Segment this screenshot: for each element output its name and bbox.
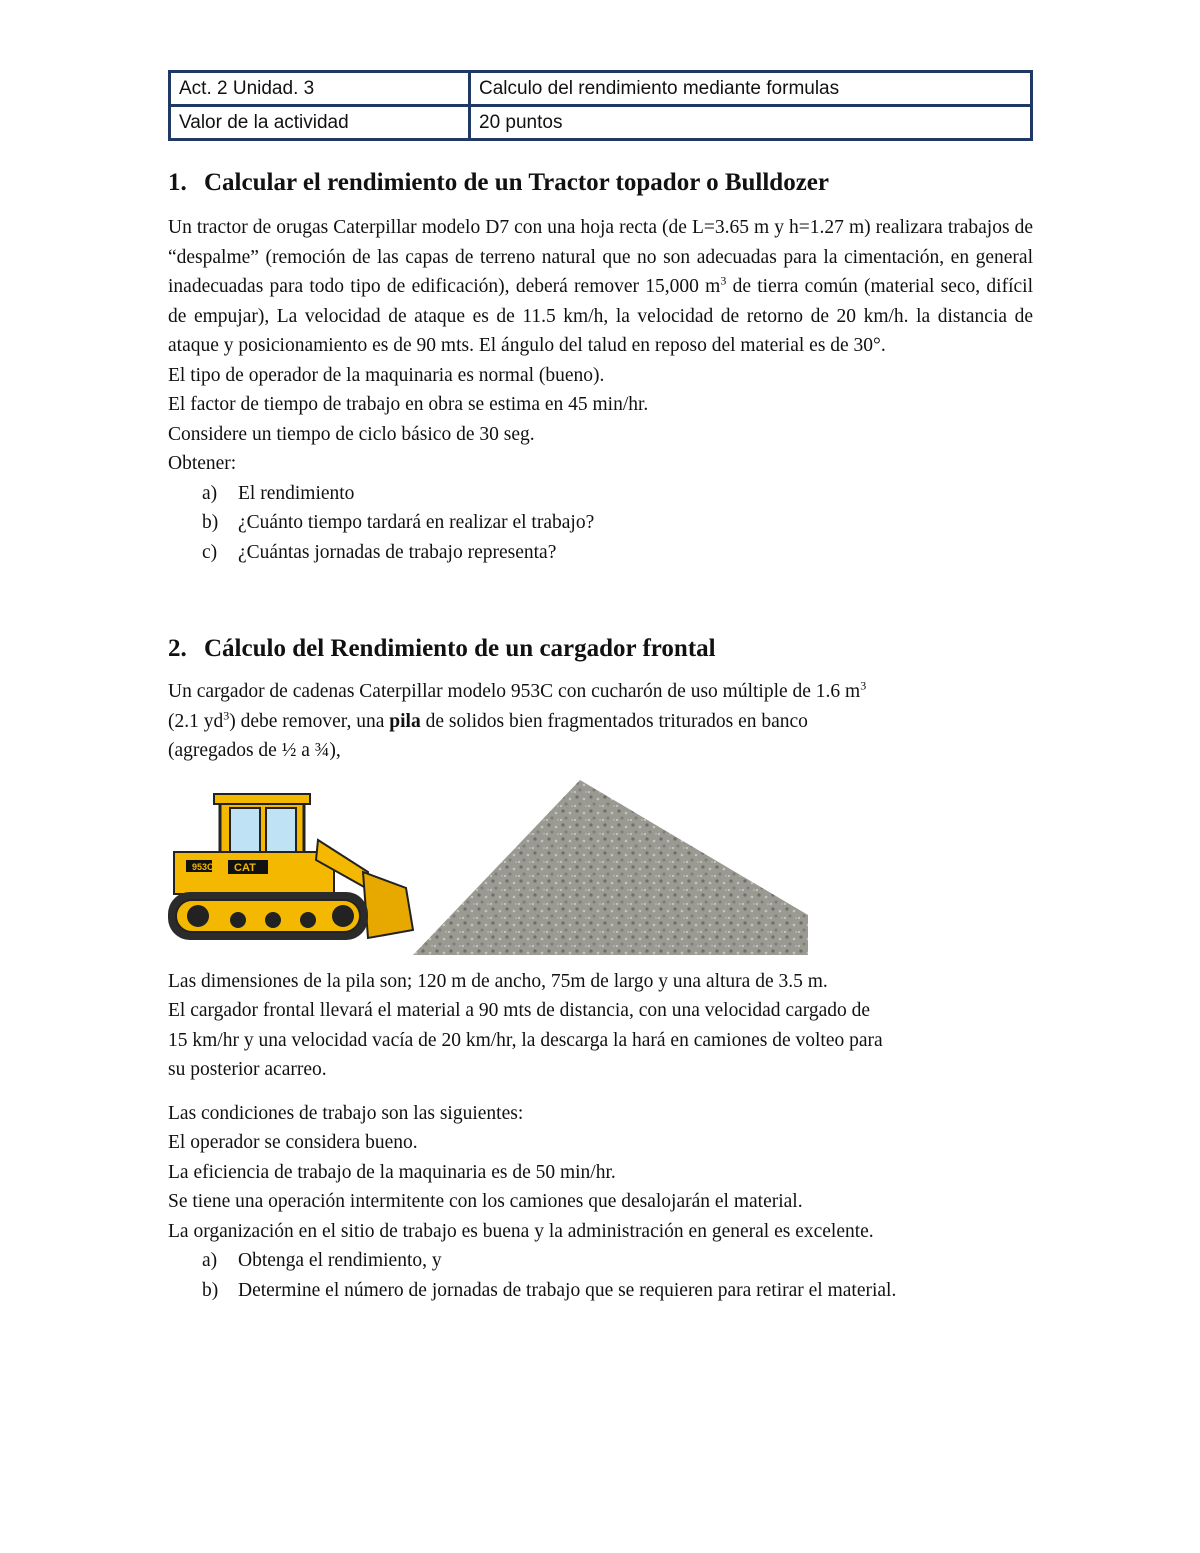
section-1-list	[168, 479, 1033, 568]
list-marker: a)	[202, 482, 218, 504]
section-title: Calcular el rendimiento de un Tractor topador o Bulldozer	[204, 169, 829, 196]
model-label: 953C	[192, 861, 214, 872]
table-cell: Act. 2 Unidad. 3	[170, 72, 470, 106]
loader-and-pile-illustration	[168, 780, 808, 955]
list-text: El rendimiento	[238, 482, 355, 504]
table-cell: Valor de la actividad	[170, 106, 470, 140]
paragraph-text: Un cargador de cadenas Caterpillar modelo 953C con cucharón de uso múltiple de 1.6 m	[168, 681, 861, 702]
list-marker: c)	[202, 541, 218, 563]
bold-word: pila	[389, 710, 421, 732]
table-cell: Calculo del rendimiento mediante formulas	[470, 72, 1032, 106]
paragraph-text: de solidos bien fragmentados triturados en banco	[420, 710, 808, 732]
paragraph-text: ) debe remover, una	[229, 710, 390, 732]
section-number: 2.	[168, 635, 187, 662]
activity-header-table	[168, 70, 1033, 141]
section-2-heading	[168, 633, 1033, 665]
list-text: ¿Cuánto tiempo tardará en realizar el trabajo?	[238, 512, 595, 533]
superscript: 3	[223, 708, 230, 722]
paragraph-text: (2.1 yd	[168, 710, 224, 732]
list-marker: a)	[202, 1250, 218, 1271]
text-line: Se tiene una operación intermitente con los camiones que desalojarán el material.	[168, 1191, 803, 1212]
paragraph-text: Un tractor de orugas Caterpillar modelo D7 con una hoja recta (de L=3.65 m y h=1.27 m) realizara trabajos de “despalme” (remoción de las capas de terreno natural que no son adecuadas para la cimentación, en general inadecuadas para todo tipo de edificación), deberá remover 15,000 m	[168, 217, 1033, 297]
text-line: La organización en el sitio de trabajo es buena y la administración en general es excelente.	[168, 1220, 874, 1242]
text-line: La eficiencia de trabajo de la maquinaria es de 50 min/hr.	[168, 1161, 616, 1183]
list-text: Determine el número de jornadas de trabajo que se requieren para retirar el material.	[238, 1279, 897, 1301]
text-line: Considere un tiempo de ciclo básico de 30 seg.	[168, 423, 535, 445]
illustration-row	[168, 780, 1033, 955]
list-item	[168, 1276, 1033, 1306]
brand-label: CAT	[234, 861, 256, 874]
text-line: Las dimensiones de la pila son; 120 m de ancho, 75m de largo y una altura de 3.5 m.	[168, 970, 828, 992]
text-line: su posterior acarreo.	[168, 1059, 327, 1080]
list-text: ¿Cuántas jornadas de trabajo representa?	[238, 541, 557, 563]
list-text: Obtenga el rendimiento, y	[238, 1250, 442, 1271]
gravel-pile	[413, 780, 808, 955]
table-row	[170, 106, 1032, 140]
paragraph-text: de tierra común (material seco, difícil de empujar), La velocidad de ataque es de 11.5 km/h, la velocidad de retorno de 20 km/h. la distancia de ataque y posicionamiento es de 90 mts. El ángulo del talud en reposo del material es de 30°.	[168, 276, 1033, 356]
list-item	[168, 1246, 1033, 1276]
text-line: El cargador frontal llevará el material a 90 mts de distancia, con una velocidad cargado de	[168, 1000, 871, 1021]
list-item	[168, 538, 1033, 568]
list-item	[168, 508, 1033, 538]
list-item	[168, 479, 1033, 509]
section-title: Cálculo del Rendimiento de un cargador frontal	[204, 635, 716, 662]
section-2-list	[168, 1246, 1033, 1305]
document-page	[168, 70, 1033, 1305]
section-2-description	[168, 967, 1033, 1085]
section-2-conditions	[168, 1099, 1033, 1247]
table-cell: 20 puntos	[470, 106, 1032, 140]
text-line: El tipo de operador de la maquinaria es normal (bueno).	[168, 364, 605, 386]
section-1-heading	[168, 167, 1033, 199]
text-line: Obtener:	[168, 453, 237, 474]
section-1-lines	[168, 361, 1033, 479]
section-number: 1.	[168, 169, 187, 196]
track-loader-icon	[168, 794, 413, 940]
list-marker: b)	[202, 1279, 219, 1301]
text-line: El operador se considera bueno.	[168, 1132, 418, 1153]
section-1-paragraph	[168, 213, 1033, 361]
paragraph-text: (agregados de ½ a ¾),	[168, 740, 341, 761]
text-line: Las condiciones de trabajo son las siguientes:	[168, 1102, 524, 1124]
text-line: 15 km/hr y una velocidad vacía de 20 km/hr, la descarga la hará en camiones de volteo para	[168, 1029, 883, 1051]
table-row	[170, 72, 1032, 106]
text-line: El factor de tiempo de trabajo en obra se estima en 45 min/hr.	[168, 394, 649, 415]
list-marker: b)	[202, 512, 219, 533]
section-2-intro	[168, 677, 1033, 766]
superscript: 3	[720, 273, 727, 288]
superscript: 3	[860, 678, 867, 693]
